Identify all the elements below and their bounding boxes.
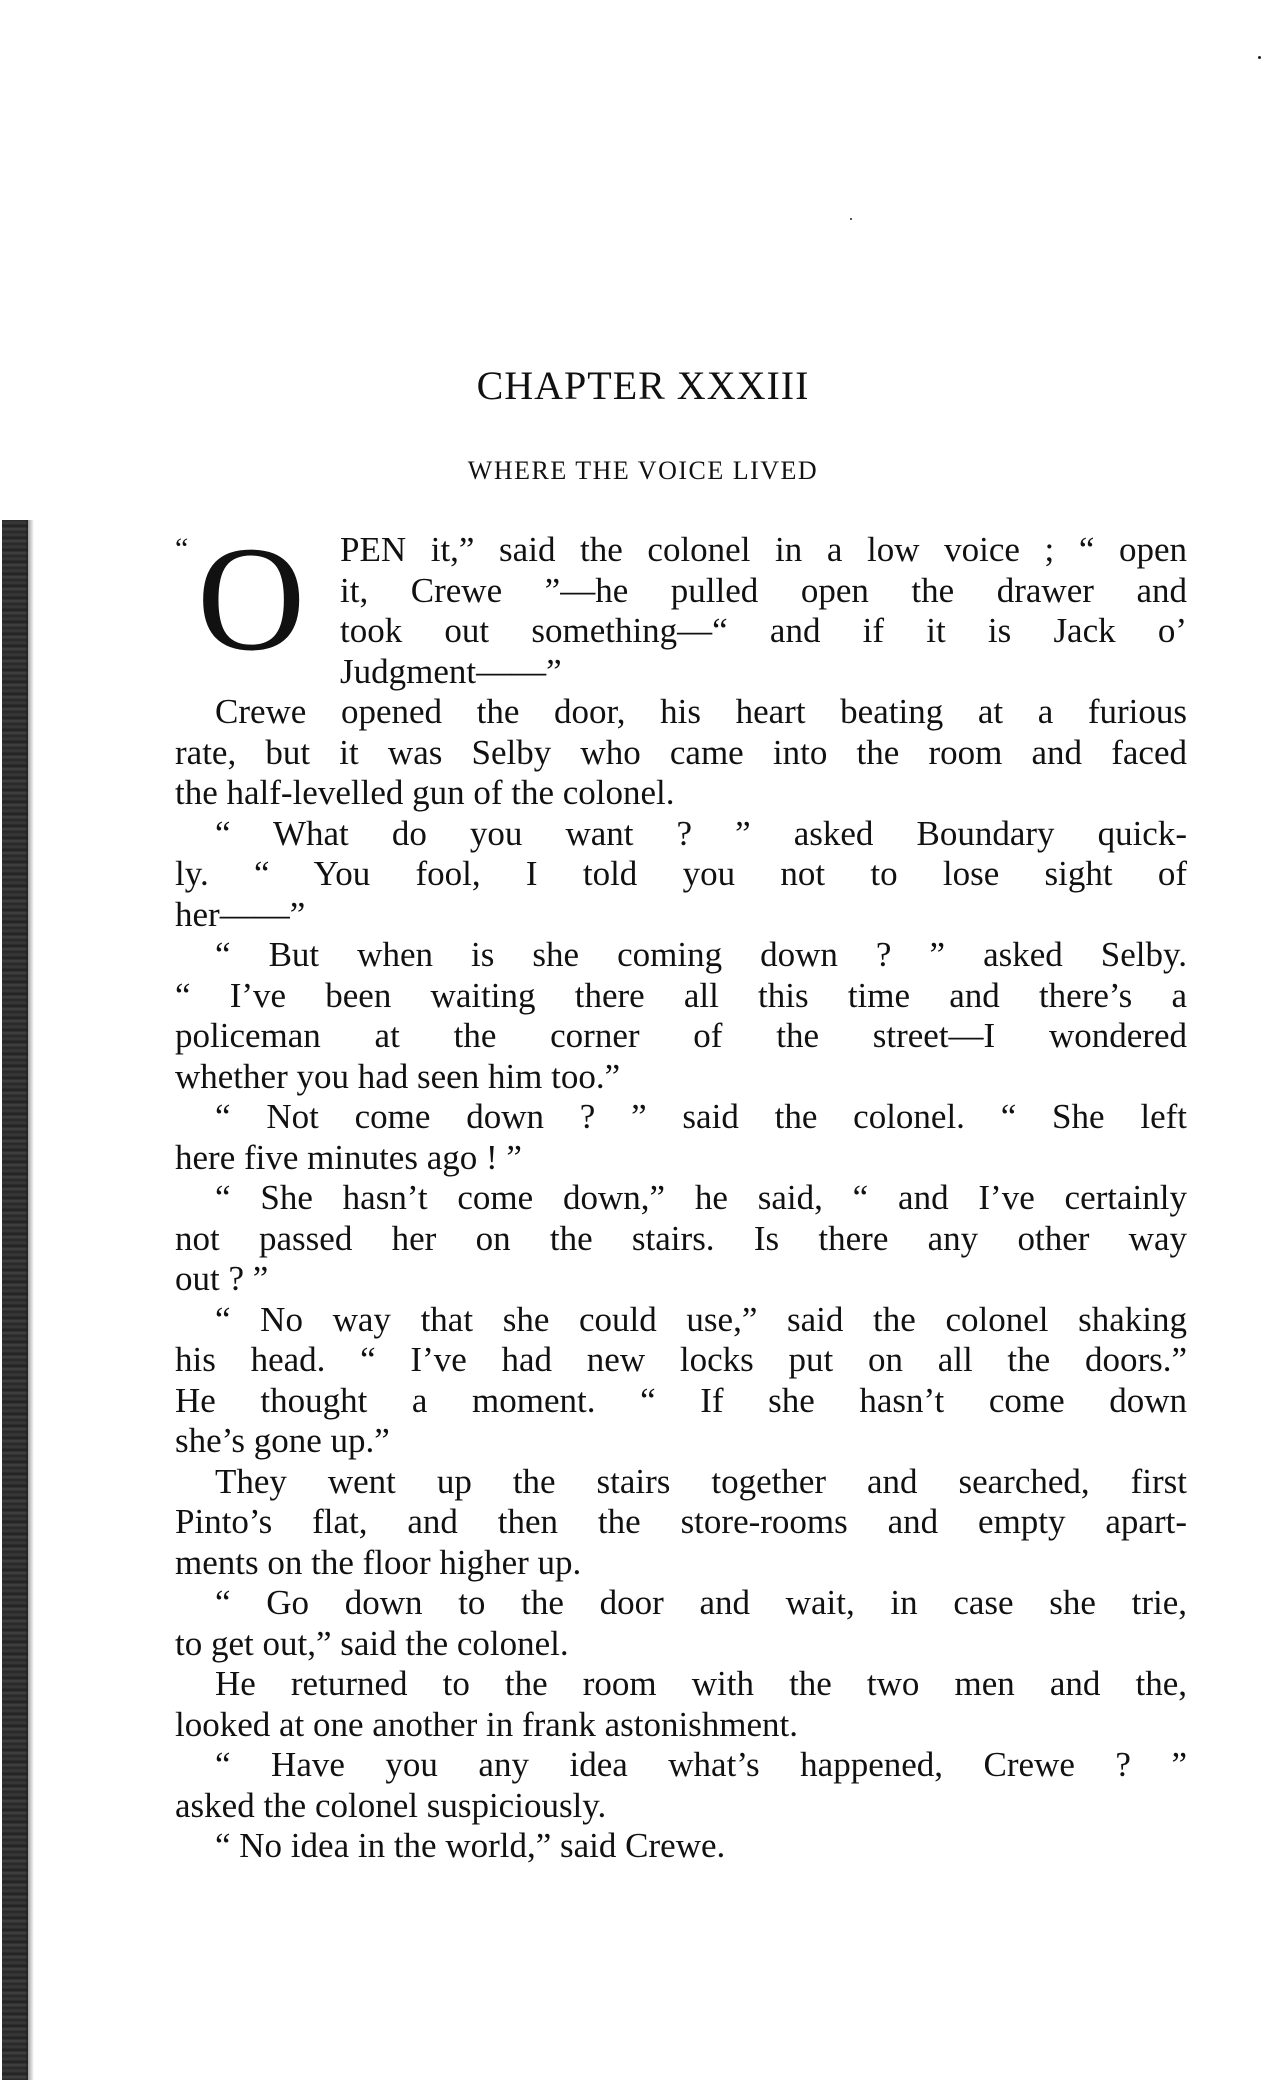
text-line: “ What do you want ? ” asked Boundary quick- (215, 813, 1187, 853)
text-line: Judgment——” (340, 651, 562, 691)
text-line: looked at one another in frank astonishment. (175, 1704, 799, 1744)
chapter-body (175, 516, 1187, 1867)
text-line: it, Crewe ”—he pulled open the drawer and (340, 570, 1187, 610)
paragraph (175, 814, 1187, 936)
paragraph (175, 1664, 1187, 1745)
text-line: her——” (175, 894, 306, 934)
text-line: ments on the floor higher up. (175, 1542, 582, 1582)
text-line: to get out,” said the colonel. (175, 1623, 569, 1663)
opening-paragraph (175, 516, 1187, 692)
text-line: the half-levelled gun of the colonel. (175, 773, 675, 812)
text-line: took out something—“ and if it is Jack o’ (340, 611, 1187, 650)
text-line: “ She hasn’t come down,” he said, “ and I’ve certainly (215, 1178, 1187, 1217)
scan-speck (850, 218, 852, 220)
text-line: here five minutes ago ! ” (175, 1137, 522, 1177)
paragraph (175, 692, 1187, 814)
text-line: ly. “ You fool, I told you not to lose sight of (175, 854, 1187, 893)
chapter-subtitle: WHERE THE VOICE LIVED (467, 456, 819, 485)
text-line: “ Not come down ? ” said the colonel. “ She left (215, 1097, 1187, 1136)
text-line: He returned to the room with the two men and the, (215, 1664, 1187, 1703)
opening-quote-mark: “ (175, 532, 189, 565)
chapter-title: CHAPTER XXXIII (476, 363, 810, 408)
text-line: “ Go down to the door and wait, in case she trie, (215, 1583, 1187, 1622)
text-line: He thought a moment. “ If she hasn’t come down (175, 1380, 1187, 1420)
drop-cap: O (197, 516, 306, 682)
text-line: “ But when is she coming down ? ” asked Selby. (215, 935, 1187, 974)
paragraph (175, 935, 1187, 1097)
text-line: policeman at the corner of the street—I wondered (175, 1016, 1187, 1055)
text-line: “ I’ve been waiting there all this time and there’s a (175, 975, 1187, 1015)
paragraph (175, 1300, 1187, 1462)
paragraph (175, 1178, 1187, 1300)
text-line: his head. “ I’ve had new locks put on all the doors.” (175, 1340, 1187, 1379)
text-line: not passed her on the stairs. Is there any other way (175, 1218, 1187, 1258)
text-line: “ Have you any idea what’s happened, Crewe ? ” (215, 1745, 1187, 1784)
text-line: They went up the stairs together and searched, first (215, 1461, 1187, 1501)
text-line: asked the colonel suspiciously. (175, 1785, 607, 1825)
page-binding-edge (2, 520, 28, 2080)
text-line: she’s gone up.” (175, 1421, 390, 1460)
paragraph (175, 1462, 1187, 1584)
paragraph (175, 1826, 1187, 1867)
paragraph (175, 1583, 1187, 1664)
paragraph (175, 1097, 1187, 1178)
text-line: rate, but it was Selby who came into the room and faced (175, 732, 1187, 772)
text-line: Pinto’s flat, and then the store-rooms and empty apart- (175, 1502, 1187, 1541)
text-line: Crewe opened the door, his heart beating at a furious (215, 692, 1187, 731)
text-line: PEN it,” said the colonel in a low voice ; “ open (340, 530, 1187, 569)
binding-shadow (26, 520, 34, 2080)
text-line: “ No idea in the world,” said Crewe. (215, 1826, 726, 1865)
text-line: out ? ” (175, 1259, 269, 1298)
text-line: whether you had seen him too.” (175, 1056, 621, 1096)
text-line: “ No way that she could use,” said the colonel shaking (215, 1299, 1187, 1339)
paragraph (175, 1745, 1187, 1826)
opening-lines (340, 530, 1187, 692)
scan-speck (1258, 56, 1261, 59)
